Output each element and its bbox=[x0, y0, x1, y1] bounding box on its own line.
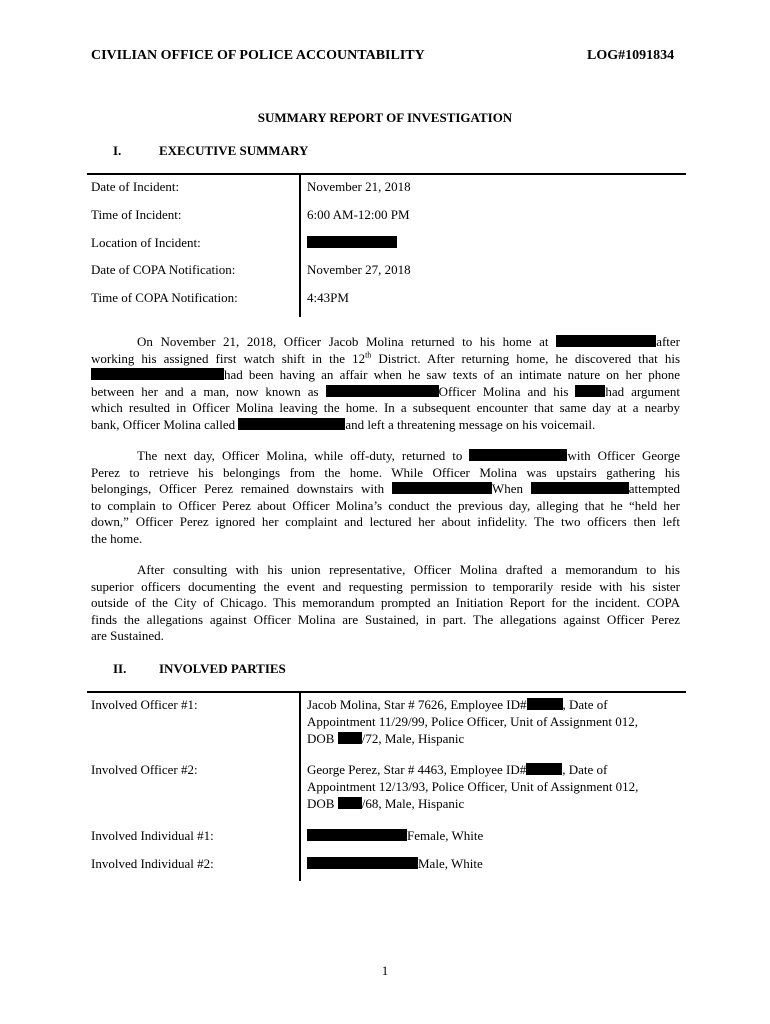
redaction-box bbox=[326, 385, 439, 397]
redaction-box bbox=[338, 732, 362, 744]
page-number: 1 bbox=[381, 963, 389, 978]
involved-individual-2-label: Involved Individual #2: bbox=[91, 856, 214, 871]
redaction-box bbox=[392, 482, 492, 494]
redaction-box bbox=[556, 335, 656, 347]
redaction-box bbox=[338, 797, 362, 809]
document-page: CIVILIAN OFFICE OF POLICE ACCOUNTABILITY LOG#1091834 SUMMARY REPORT OF INVESTIGATION I. EXECUTIVE SUMMARY Date of Incident: November 21, 2018 Time of Incident: 6:00 AM-12:00 PM Location of Incident: Date of COPA Notification: November 27, 2018 Time of COPA Notification: 4:43PM On November 21, 2018, Officer Jacob Molina returned to his home at after working his assigned first watch shift in the 12th District. After returning home, he discovered that his had been having an affair when he saw texts of an intimate nature on her phone between her and a man, now known as Officer Molina and his had argument which resulted in Officer Molina leaving the home. In a subsequent encounter that same day at a nearby bank, Officer Molina called and left a threatening message on his voicemail. The next day, Officer Molina, while off-duty, returned to with Officer George Perez to retrieve his belongings from the home. While Officer Molina was upstairs gathering his belongings, Officer Perez remained downstairs with When attempted to complain to Officer Perez about Officer Molina’s conduct the previous day, alleging that he “held her down,” Officer Perez ignored her complaint and lectured her about infidelity. The two officers then left the home. After consulting with his union representative, Officer Molina drafted a memorandum to his superior officers documenting the event and requesting permission to temporarily reside with his sister outside of the City of Chicago. This memorandum prompted an Initiation Report for the incident. COPA finds the allegations against Officer Molina are Sustained, in part. The allegations against Officer Perez are Sustained. II. INVOLVED PARTIES Involved Officer #1: Jacob Molina, Star # 7626, Employee ID# , Date of Appointment 11/29/99, Police Officer, Unit of Assignment 012, DOB /72, Male, Hispanic Involved Officer #2: George Perez, Star # 4463, Employee ID# , Date of Appointment 12/13/93, Police Officer, Unit of Assignment 012, DOB /68, Male, Hispanic Involved Individual #1: Female, White Involved Individual #2: Male, White 1 bbox=[0, 0, 770, 1024]
copa-notification-date-label: Date of COPA Notification: bbox=[91, 262, 236, 277]
redaction-box bbox=[238, 418, 345, 430]
report-title: SUMMARY REPORT OF INVESTIGATION bbox=[257, 110, 513, 125]
redaction-box bbox=[307, 236, 397, 248]
redaction-box bbox=[526, 763, 562, 775]
summary-paragraph-3: After consulting with his union representative, Officer Molina drafted a memorandum to his superior officers documenting the event and requesting permission to temporarily reside with his sister outside of the City of Chicago. This memorandum prompted an Initiation Report for the incident. COPA finds the allegations against Officer Molina are Sustained, in part. The allegations against Officer Perez are Sustained. bbox=[91, 562, 680, 643]
copa-notification-time-label: Time of COPA Notification: bbox=[91, 290, 238, 305]
table-top-rule bbox=[87, 173, 686, 175]
table-divider bbox=[299, 175, 301, 317]
date-of-incident-value: November 21, 2018 bbox=[307, 179, 411, 194]
redaction-box bbox=[469, 449, 567, 461]
copa-notification-time-value: 4:43PM bbox=[307, 290, 349, 305]
involved-officer-2-details: George Perez, Star # 4463, Employee ID# , Date of Appointment 12/13/93, Police Officer, Unit of Assignment 012, DOB /68, Male, Hispanic bbox=[307, 762, 639, 811]
involved-officer-1-label: Involved Officer #1: bbox=[91, 697, 198, 712]
involved-individual-1-label: Involved Individual #1: bbox=[91, 828, 214, 843]
log-number: LOG#1091834 bbox=[587, 48, 675, 63]
redaction-box bbox=[575, 385, 605, 397]
location-of-incident-value bbox=[307, 234, 397, 251]
involved-individual-2-details: Male, White bbox=[307, 855, 483, 872]
redaction-box bbox=[307, 829, 407, 841]
parties-table-top-rule bbox=[87, 691, 686, 693]
org-header: CIVILIAN OFFICE OF POLICE ACCOUNTABILITY bbox=[91, 48, 425, 63]
time-of-incident-label: Time of Incident: bbox=[91, 207, 182, 222]
parties-table-divider bbox=[299, 693, 301, 881]
location-of-incident-label: Location of Incident: bbox=[91, 235, 201, 250]
summary-paragraph-2: The next day, Officer Molina, while off-duty, returned to with Officer George Perez to retrieve his belongings from the home. While Officer Molina was upstairs gathering his belongings, Officer Perez remained downstairs with When attempted to complain to Officer Perez about Officer Molina’s conduct the previous day, alleging that he “held her down,” Officer Perez ignored her complaint and lectured her about infidelity. The two officers then left the home. bbox=[91, 448, 681, 546]
redaction-box bbox=[307, 857, 418, 869]
date-of-incident-label: Date of Incident: bbox=[91, 179, 180, 194]
copa-notification-date-value: November 27, 2018 bbox=[307, 262, 411, 277]
redaction-box bbox=[527, 698, 563, 710]
involved-individual-1-details: Female, White bbox=[307, 827, 483, 844]
involved-officer-2-label: Involved Officer #2: bbox=[91, 762, 198, 777]
summary-paragraph-1: On November 21, 2018, Officer Jacob Molina returned to his home at after working his assigned first watch shift in the 12th District. After returning home, he discovered that his had been having an affair when he saw texts of an intimate nature on her phone between her and a man, now known as Officer Molina and his had argument which resulted in Officer Molina leaving the home. In a subsequent encounter that same day at a nearby bank, Officer Molina called and left a threatening message on his voicemail. bbox=[91, 334, 681, 432]
time-of-incident-value: 6:00 AM-12:00 PM bbox=[307, 207, 410, 222]
involved-officer-1-details: Jacob Molina, Star # 7626, Employee ID# , Date of Appointment 11/29/99, Police Officer, Unit of Assignment 012, DOB /72, Male, Hispanic bbox=[307, 697, 638, 746]
redaction-box bbox=[91, 368, 224, 380]
redaction-box bbox=[531, 482, 629, 494]
